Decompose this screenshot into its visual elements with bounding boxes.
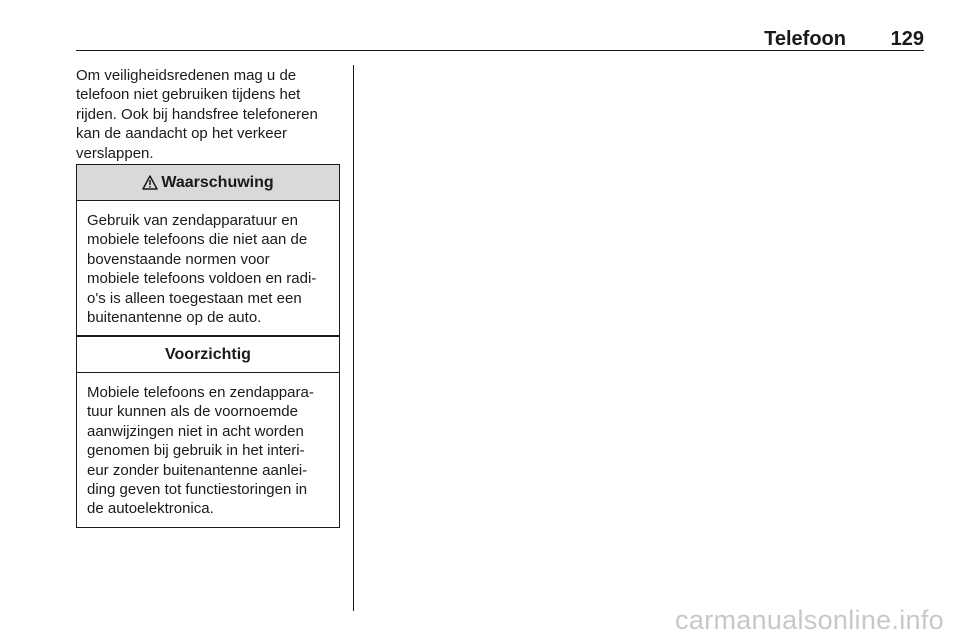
left-column <box>76 66 340 518</box>
caution-box-text: Mobiele telefoons en zendappara- tuur kunnen als de voornoemde aanwijzingen niet in acht worden genomen bij gebruik in het interi- eur zonder buitenantenne aanlei- ding geven tot functiestoringen in de autoelektronica. <box>87 384 314 518</box>
header-rule <box>76 50 924 51</box>
caution-box <box>76 336 340 528</box>
warning-box <box>76 164 340 336</box>
warning-triangle-icon <box>142 175 158 190</box>
warning-box-text: Gebruik van zendapparatuur en mobiele telefoons die niet aan de bovenstaande normen voor mobiele telefoons voldoen en radi- o's is alleen toegestaan met een buitenantenne op de auto. <box>87 212 317 327</box>
page-header <box>76 28 924 50</box>
section-title: Telefoon <box>764 28 846 50</box>
column-divider <box>353 65 354 611</box>
caution-box-title: Voorzichtig <box>165 345 251 363</box>
intro-paragraph: Om veiligheidsredenen mag u de telefoon niet gebruiken tijdens het rijden. Ook bij handsfree telefoneren kan de aandacht op het verkeer verslappen. <box>76 67 318 162</box>
watermark: carmanualsonline.info <box>675 605 944 635</box>
warning-box-header <box>77 165 339 201</box>
caution-box-header <box>77 337 339 373</box>
warning-box-title: Waarschuwing <box>161 173 274 191</box>
page-number: 129 <box>890 28 924 50</box>
